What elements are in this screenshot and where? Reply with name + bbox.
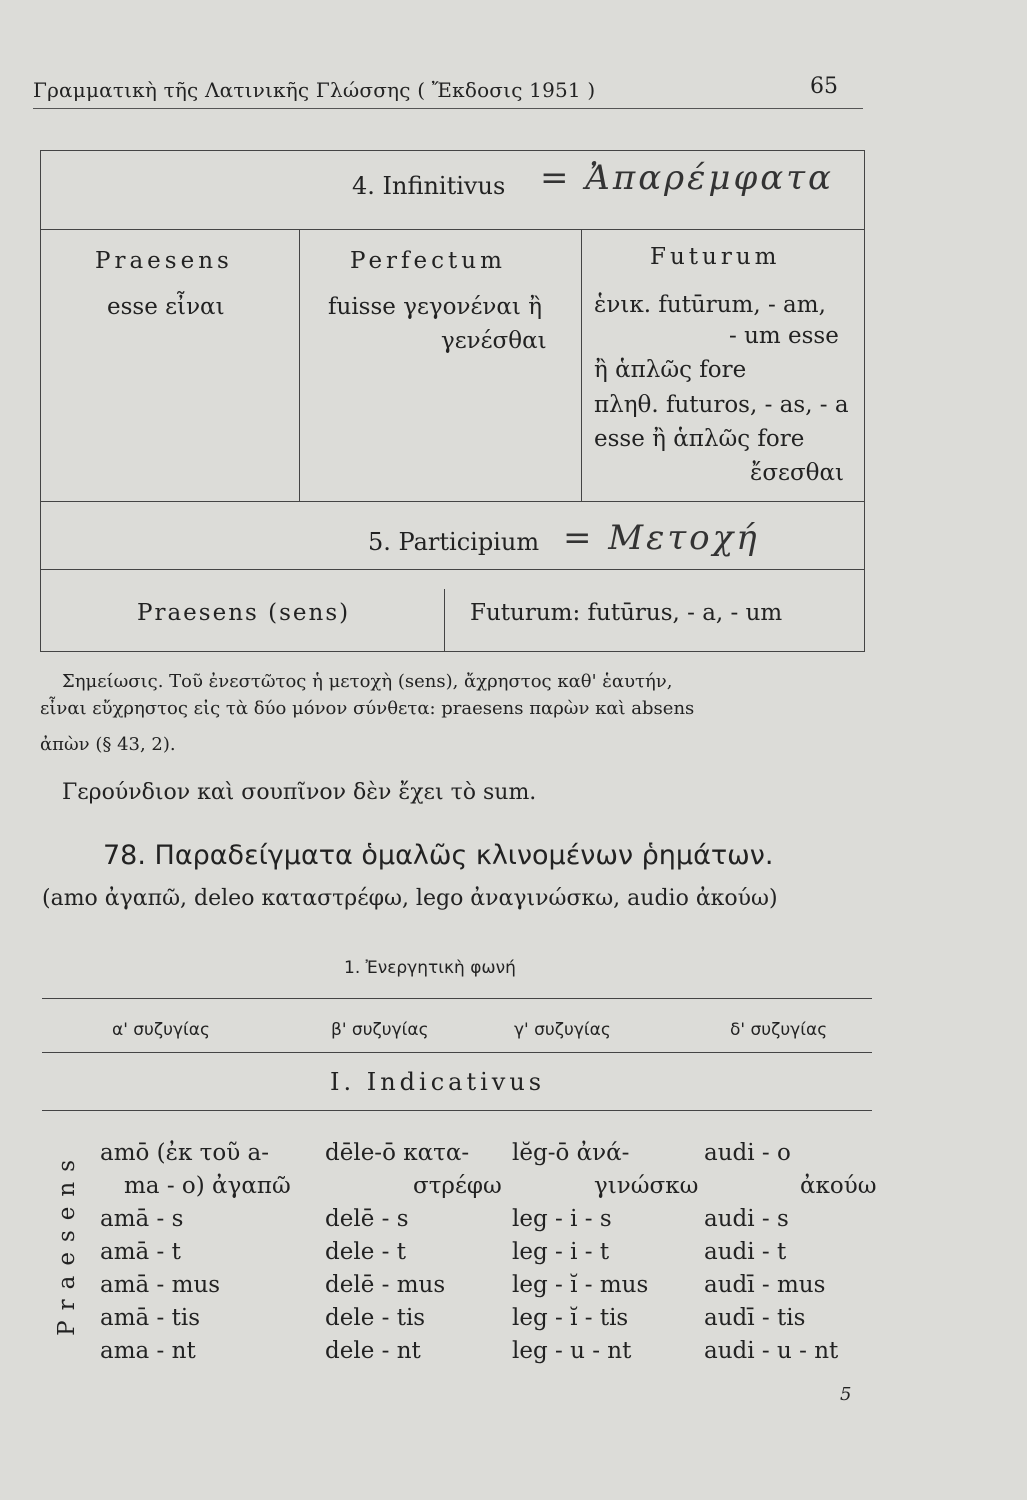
paradigm-form: audi - u - nt xyxy=(704,1338,839,1364)
conjugation-header: β' συζυγίας xyxy=(331,1020,429,1040)
futurum-line: ἔσεσθαι xyxy=(750,460,845,486)
paradigm-form: dele - nt xyxy=(325,1338,421,1364)
paradigm-form: leg - i - t xyxy=(512,1239,610,1265)
paradigm-form: amā - s xyxy=(100,1206,184,1232)
futurum-line: πληθ. futuros, - as, - a xyxy=(594,392,849,418)
page-number: 65 xyxy=(810,74,838,99)
conjugation-column-1 xyxy=(100,1137,291,1368)
paradigm-form: ama - nt xyxy=(100,1338,196,1364)
rule xyxy=(42,1052,872,1053)
praesens-header: Praesens xyxy=(95,248,233,274)
rule xyxy=(42,998,872,999)
divider xyxy=(581,229,582,501)
divider xyxy=(41,229,864,230)
conjugation-column-2 xyxy=(325,1137,502,1368)
paradigm-form: ma - o) ἀγαπῶ xyxy=(124,1173,291,1199)
conjugation-column-3 xyxy=(512,1137,698,1368)
note-line: ἀπὼν (§ 43, 2). xyxy=(40,734,176,755)
paradigm-form: ἀκούω xyxy=(800,1173,877,1199)
futurum-line: ἢ ἁπλῶς fore xyxy=(594,357,747,383)
conjugation-header: δ' συζυγίας xyxy=(730,1020,828,1040)
rule xyxy=(42,1110,872,1111)
paradigm-form: leg - ĭ - tis xyxy=(512,1305,629,1331)
signature-number: 5 xyxy=(840,1384,852,1405)
handwritten-annotation: = Μετοχή xyxy=(563,518,760,558)
paradigm-form: dele - t xyxy=(325,1239,406,1265)
paradigm-form: audī - tis xyxy=(704,1305,806,1331)
paradigm-form: leg - i - s xyxy=(512,1206,612,1232)
perfectum-form-2: γενέσθαι xyxy=(441,328,547,354)
futurum-line: esse ἢ ἁπλῶς fore xyxy=(594,426,805,452)
paradigm-form: lĕg-ō ἀνά- xyxy=(512,1140,630,1166)
conjugation-header: α' συζυγίας xyxy=(112,1020,210,1040)
handwritten-annotation: = Ἀπαρέμφατα xyxy=(540,158,835,198)
paradigm-form: audi - t xyxy=(704,1239,787,1265)
paradigm-form: στρέφω xyxy=(413,1173,502,1199)
paradigm-form: audi - o xyxy=(704,1140,791,1166)
example-verbs: (amo ἀγαπῶ, deleo καταστρέφω, lego ἀναγινώσκω, audio ἀκούω) xyxy=(42,886,778,911)
paradigm-form: audī - mus xyxy=(704,1272,826,1298)
paradigm-form: leg - ĭ - mus xyxy=(512,1272,649,1298)
perfectum-header: Perfectum xyxy=(350,248,506,274)
section-heading: 78. Παραδείγματα ὁμαλῶς κλινομένων ῥημάτων. xyxy=(103,840,774,871)
divider xyxy=(299,229,300,501)
note-line: εἶναι εὔχρηστος εἰς τὰ δύο μόνον σύνθετα: praesens παρὼν καὶ absens xyxy=(40,698,695,719)
futurum-line: - um esse xyxy=(729,323,839,349)
paradigm-form: amō (ἐκ τοῦ a- xyxy=(100,1140,270,1166)
tense-label: Praesens xyxy=(54,1150,80,1336)
paradigm-form: audi - s xyxy=(704,1206,789,1232)
voice-heading: 1. Ἐνεργητικὴ φωνή xyxy=(344,958,516,978)
paradigm-form: leg - u - nt xyxy=(512,1338,632,1364)
paradigm-form: γινώσκω xyxy=(594,1173,699,1199)
paradigm-form: dele - tis xyxy=(325,1305,426,1331)
infinitivus-title: 4. Infinitivus xyxy=(352,172,506,200)
divider xyxy=(444,589,445,651)
participium-futurum: Futurum: futūrus, - a, - um xyxy=(470,600,783,626)
conjugation-column-4 xyxy=(704,1137,877,1368)
participium-title: 5. Participium xyxy=(368,528,540,556)
conjugation-header: γ' συζυγίας xyxy=(514,1020,611,1040)
paradigm-form: delē - s xyxy=(325,1206,409,1232)
paradigm-form: amā - mus xyxy=(100,1272,221,1298)
note-line: Σημείωσις. Τοῦ ἐνεστῶτος ἡ μετοχὴ (sens), ἄχρηστος καθ' ἑαυτήν, xyxy=(62,671,673,692)
paradigm-form: dēle-ō κατα- xyxy=(325,1140,470,1166)
paradigm-form: amā - tis xyxy=(100,1305,201,1331)
praesens-form: esse εἶναι xyxy=(107,294,225,320)
running-header: Γραμματικὴ τῆς Λατινικῆς Γλώσσης ( Ἔκδοσις 1951 ) xyxy=(33,78,596,102)
divider xyxy=(41,569,864,570)
mood-heading: I. Indicativus xyxy=(330,1068,546,1096)
participium-praesens: Praesens (sens) xyxy=(137,600,351,626)
perfectum-form-1: fuisse γεγονέναι ἢ xyxy=(328,294,542,320)
gerund-note: Γερούνδιον καὶ σουπῖνον δὲν ἔχει τὸ sum. xyxy=(62,780,537,805)
header-rule xyxy=(33,108,863,109)
futurum-header: Futurum xyxy=(650,244,781,270)
paradigm-form: delē - mus xyxy=(325,1272,446,1298)
divider xyxy=(41,501,864,502)
futurum-line: ἑνικ. futūrum, - am, xyxy=(594,292,826,318)
paradigm-form: amā - t xyxy=(100,1239,181,1265)
